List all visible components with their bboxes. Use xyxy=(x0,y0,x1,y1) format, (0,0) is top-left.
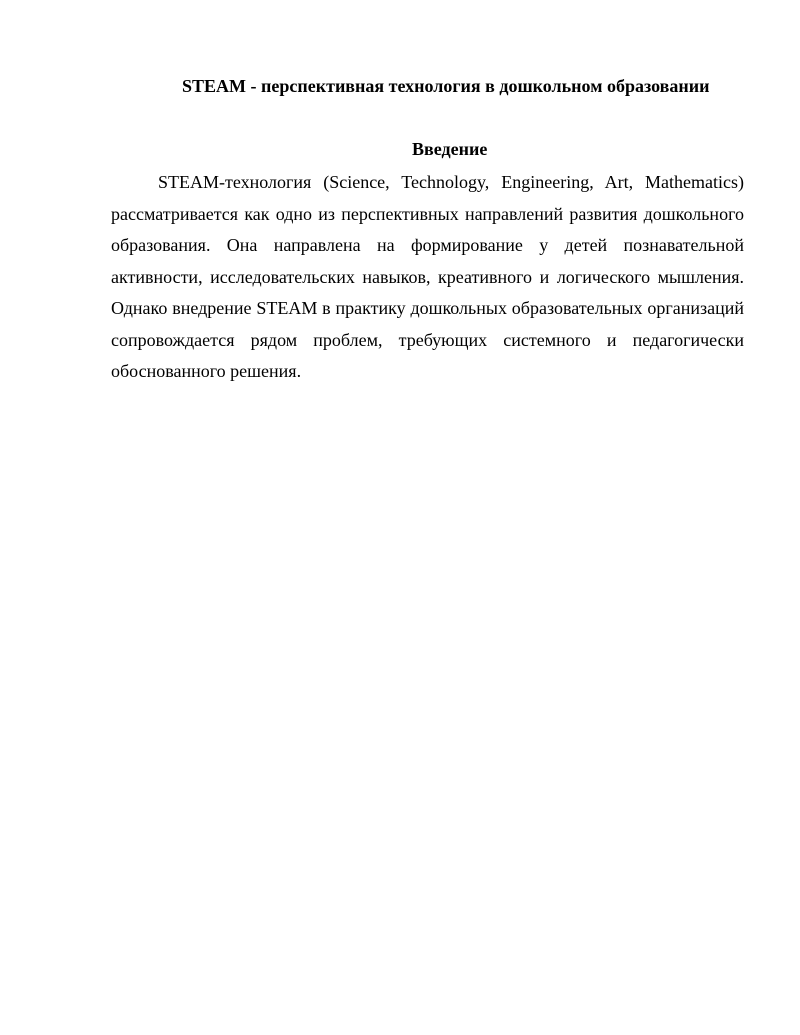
body-paragraph: STEAM-технология (Science, Technology, Engineering, Art, Mathematics) рассматривается как одно из перспективных направлений развития дошкольного образования. Она направлена на формирование у детей познавательной активности, исследовательских навыков, креативного и логического мышления. Однако внедрение STEAM в практику дошкольных образовательных организаций сопровождается рядом проблем, требующих системного и педагогически обоснованного решения. xyxy=(111,172,744,381)
document-title: STEAM - перспективная технология в дошкольном образовании xyxy=(182,76,710,96)
section-heading: Введение xyxy=(412,139,488,159)
